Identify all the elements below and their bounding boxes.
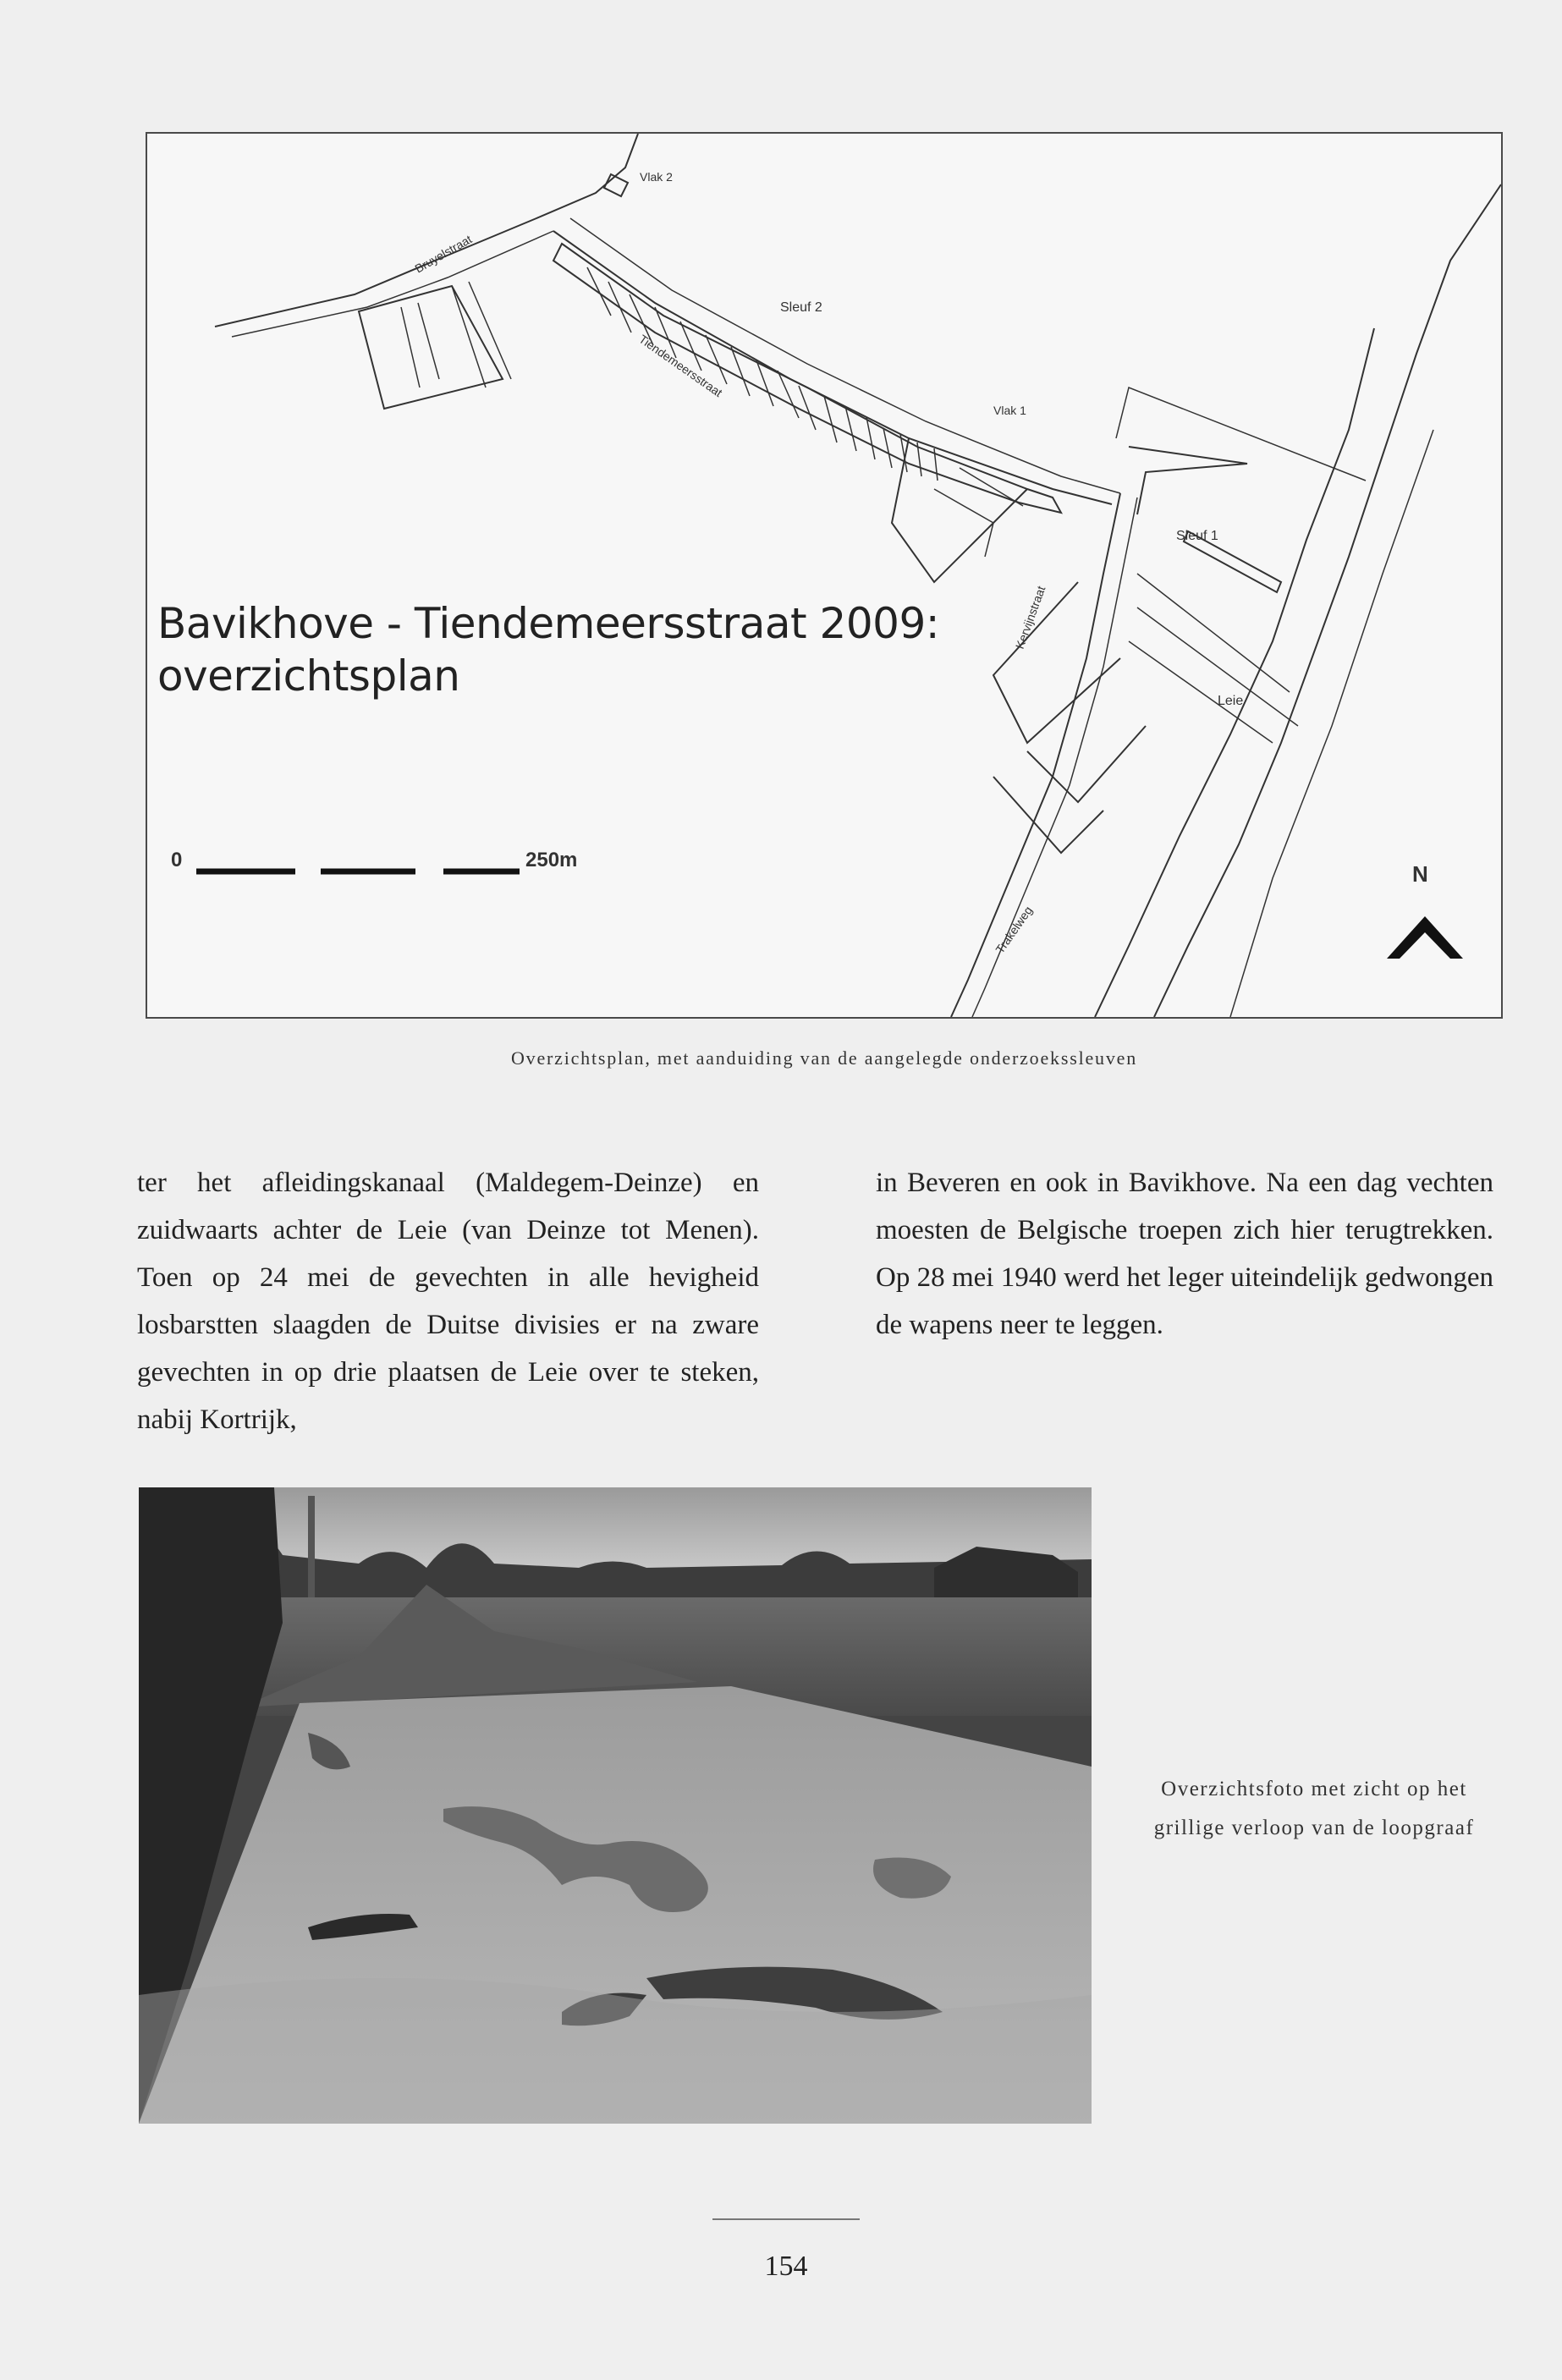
excavation-photo-image (139, 1487, 1092, 2124)
map-title (157, 597, 939, 702)
label-trakelweg: Trakelweg (993, 904, 1036, 956)
parcel-block-center (892, 438, 1027, 582)
photo-caption-line-2: grillige verloop van de loopgraaf (1153, 1817, 1475, 1839)
label-vlak-2: Vlak 2 (640, 170, 673, 184)
body-text-left-column: ter het afleidingskanaal (Maldegem-Deinze) en zuidwaarts achter de Leie (van Deinze tot Menen). Toen op 24 mei de gevechten in alle hevigheid losbarstten slaagden de Duitse divisies er na zware gevechten in op drie plaatsen de Leie over te steken, nabij Kortrijk, (137, 1168, 759, 1435)
leie-river-bank-east (1154, 184, 1501, 1017)
site-plan-map (146, 132, 1503, 1019)
north-arrow-icon (1387, 916, 1463, 959)
page-number: 154 (764, 2251, 808, 2282)
label-tiendemeersstraat: Tiendemeersstraat (636, 332, 725, 400)
excavation-photo (139, 1487, 1092, 2124)
photo-caption-line-1: Overzichtsfoto met zicht op het (1161, 1778, 1467, 1800)
label-sleuf-1: Sleuf 1 (1176, 529, 1218, 543)
photo-caption (1115, 1770, 1513, 1848)
site-plan-drawing (147, 134, 1501, 1017)
vlak-2-area (604, 174, 628, 196)
leie-river-bank-west (1095, 328, 1374, 1017)
map-caption: Overzichtsplan, met aanduiding van de aangelegde onderzoekssleuven (510, 1047, 1138, 1069)
label-vlak-1: Vlak 1 (993, 404, 1026, 417)
north-label: N (1412, 861, 1428, 887)
bruyelstraat-road (215, 134, 638, 327)
footer-rule (712, 2218, 860, 2220)
body-text-right-column: in Beveren en ook in Bavikhove. Na een dag vechten moesten de Belgische troepen zich hier terugtrekken. Op 28 mei 1940 werd het leger uiteindelijk gedwongen de wapens neer te leggen. (876, 1168, 1493, 1340)
label-bruyelstraat: Bruyelstraat (412, 232, 475, 276)
scale-start-label: 0 (171, 849, 183, 871)
kervijnstraat-road (951, 493, 1120, 1017)
scale-end-label: 250m (525, 849, 578, 871)
label-kervijnstraat: Kervijnstraat (1012, 584, 1048, 651)
map-title-line-1: Bavikhove - Tiendemeersstraat 2009: (157, 599, 940, 648)
label-leie: Leie (1218, 694, 1244, 708)
label-sleuf-2: Sleuf 2 (780, 300, 822, 315)
map-title-line-2: overzichtsplan (157, 651, 460, 701)
